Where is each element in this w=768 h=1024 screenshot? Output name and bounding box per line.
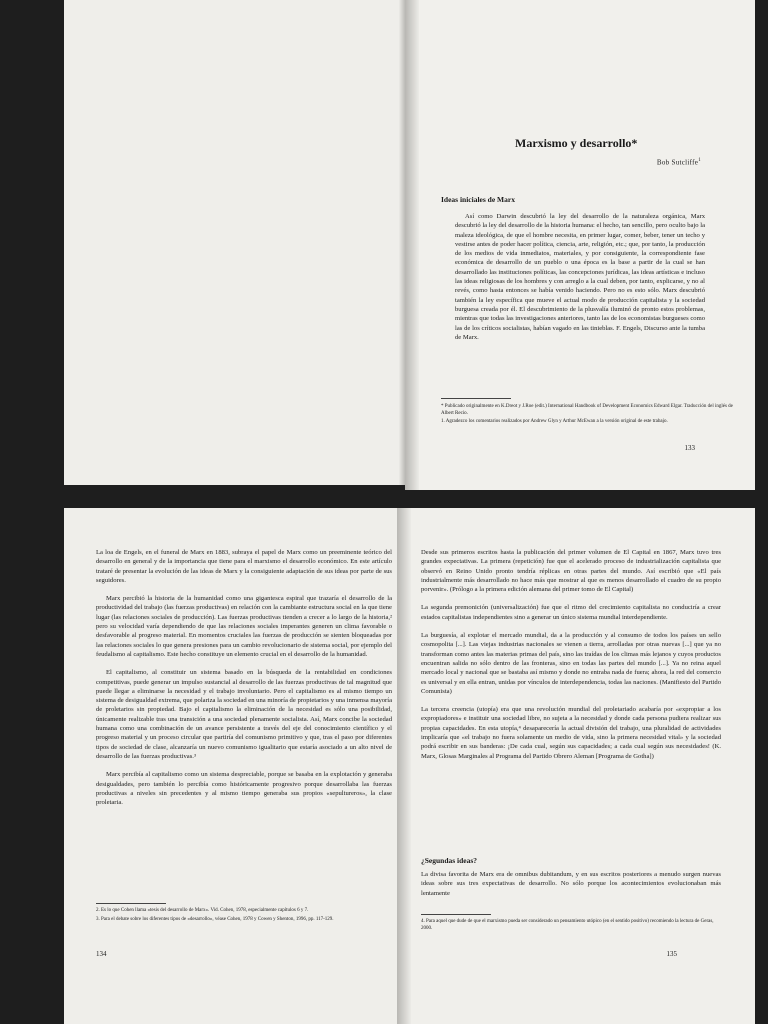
paragraph: La tercera creencia (utopía) era que una revolución mundial del proletariado acabaría por «expropiar a los expropiadores» e instituir una sociedad libre, no sujeta a la necesidad y donde cada persona pudiera realizar sus propias capacidades. En esta utopía,⁴ desaparecería la actual división del trabajo, una pluralidad de actividades implicaría que «el trabajo no fuera solamente un medio de vida, sino la primera necesidad vital» y la sociedad podrá escribir en sus banderas: ¡De cada cual, según sus capacidades; a cada cual según sus necesidades! (K. Marx, Glosas Marginales al Programa del Partido Obrero Aleman [Programa de Gotha]) (421, 706, 721, 760)
blank-page-top-left (64, 0, 409, 485)
body-text-135 (421, 548, 721, 770)
author-name: Bob Sutcliffe (656, 158, 699, 167)
paragraph: Marx percibió la historia de la humanidad como una gigantesca espiral que trazaría el desarrollo de la productividad del trabajo (las fuerzas productivas) en relación con la cambiante estructura social en la que tiene lugar (las relaciones sociales de producción). Las fuerzas productivas tienden a crecer a lo largo de la historia,² pero su velocidad varía dependiendo de que las relaciones sociales imperantes generen un clima favorable o desfavorable al progreso material. En momentos cruciales las fuerzas de producción se sienten bloqueadas por las relaciones sociales lo que genera presiones para un cambio revolucionario de sistema social, por ejemplo del feudalismo al capitalismo. Este hecho constituye un elemento crucial en el desarrollo de la humanidad. (96, 595, 392, 658)
closing-text-135 (421, 870, 721, 907)
paragraph: La segunda premonición (universalización) fue que el ritmo del crecimiento capitalista no conduciría a crear estados capitalistas independientes sino a generar un único sistema mundial interdependiente. (421, 604, 721, 621)
footnote: 3. Para el debate sobre los diferentes tipos de «desarrollo», véase Cohen, 1978 y Cowen y Shenton, 1996, pp. 117-129. (96, 916, 334, 922)
author-note-marker: 1 (698, 158, 701, 163)
footnote-rule (96, 903, 166, 904)
article-author (657, 158, 701, 166)
page-fold-shadow (397, 508, 411, 1024)
page-number: 135 (666, 950, 677, 958)
paragraph: La loa de Engels, en el funeral de Marx en 1883, subraya el papel de Marx como un preeminente teórico del desarrollo en general y de la importancia que tiene para el marxismo el desarrollo económico. En este artículo trataré de presentar la evolución de las ideas de Marx y la consiguiente adaptación de sus ideas por parte de sus seguidores. (96, 549, 392, 584)
footnote: * Publicado originalmente en K.Dreot y J.Roe (edit.) International Handbook of Development Economics Edward Elgar. Traducción del inglés de Albert Recio. (441, 404, 733, 416)
section-heading-segundas-ideas: ¿Segundas ideas? (421, 856, 478, 865)
footnote: 2. Es lo que Cohen llama «tesis del desarrollo de Marx». Vid. Cohen, 1978, especialmente capítulos 6 y 7. (96, 908, 309, 913)
quote-paragraph: Así como Darwin descubrió la ley del desarrollo de la naturaleza orgánica, Marx descubrió la ley del desarrollo de la historia humana: el hecho, tan sencillo, pero oculto bajo la maleza ideológica, de que el hombre necesita, en primer lugar, comer, beber, tener un techo y vestirse antes de poder hacer política, ciencia, arte, religión, etc.; que, por tanto, la producción de los medios de vida inmediatos, materiales, y por consiguiente, la correspondiente fase económica de desarrollo de un pueblo o una época es la base a partir de la cual se han desarrollado las instituciones políticas, las concepciones jurídicas, las ideas artísticas e incluso las ideas religiosas de los hombres y con arreglo a la cual deben, por tanto, explicarse, y no al revés, como hasta entonces se había venido haciendo. Pero no es esto sólo. Marx descubrió también la ley específica que mueve el actual modo de producción capitalista y la sociedad burguesa creada por él. El descubrimiento de la plusvalía iluminó de pronto estos problemas, mientras que todas las investigaciones anteriores, tanto las de los economistas burgueses como las de los críticos socialistas, habían vagado en las tinieblas. F. Engels, Discurso ante la tumba de Marx. (455, 213, 705, 341)
page-135 (397, 508, 755, 1024)
footnote: 1. Agradezco los comentarios realizados por Andrew Glyn y Arthur McEwan a la versión original de este trabajo. (441, 419, 668, 425)
paragraph: La burguesía, al explotar el mercado mundial, da a la producción y al consumo de todos los países un sello cosmopolita [...]. Las viejas industrias nacionales se vienen a tierra, arrolladas por otras nuevas [...] que ya no transforman como antes las materias primas del país, sino las traídas de los climas más lejanos y cuyos productos encuentran salida no sólo dentro de las fronteras, sino en todas las partes del mundo [...]. Ya no reina aquel mercado local y nacional que se bastaba así mismo y donde no entraba nada de fuera; ahora, la red del comercio es universal y en ella entran, unidas por vínculos de interdependencia, todas las naciones. (Manifiesto del Partido Comunista) (421, 632, 721, 695)
article-title: Marxismo y desarrollo* (515, 136, 638, 150)
engels-quote (455, 212, 705, 342)
page-fold-shadow (405, 0, 419, 490)
paragraph: Desde sus primeros escritos hasta la publicación del primer volumen de El Capital en 1867, Marx tuvo tres grandes expectativas. La primera (repetición) fue que el acelerado proceso de industrialización capitalista que observó en Reino Unido pronto tendría réplicas en otras partes del mundo. Así escribió que «El país industrialmente más desarrollado no hace más que mostrar al que es menos desarrollado el cuadro de su propio porvenir». (Prólogo a la primera edición alemana del primer tomo de El Capital) (421, 549, 721, 594)
page-number: 133 (684, 444, 695, 452)
paragraph: La divisa favorita de Marx era de omnibus dubitandum, y en sus escritos posteriores a menudo surgen nuevas ideas sobre sus tres expectativas de desarrollo. No sólo porque los acontecimientos evolucionaban más lentamente (421, 871, 721, 897)
footnotes-133 (441, 404, 741, 428)
page-number: 134 (96, 950, 107, 958)
footnote-rule (441, 398, 511, 399)
paragraph: Marx percibía al capitalismo como un sistema despreciable, porque se basaba en la explotación y generaba desigualdades, pero también lo percibía como históricamente progresivo porque desarrollaba las fuerzas productivas a niveles sin precedentes y al mismo tiempo generaba sus propios «sepultureros», la clase proletaria. (96, 771, 392, 807)
footnote: 4. Para aquel que dude de que el marxismo pueda ser considerado un pensamiento utópico (en el sentido positivo) recomiendo la lectura de Geras, 2000. (421, 919, 714, 931)
page-133 (405, 0, 755, 490)
footnotes-134 (96, 908, 392, 925)
page-134 (64, 508, 409, 1024)
paragraph: El capitalismo, al constituir un sistema basado en la búsqueda de la rentabilidad en condiciones competitivas, puede generar un impulso sustancial al desarrollo de las fuerzas productivas de tal magnitud que puede llegar a eliminarse la necesidad y el trabajo involuntario. Pero el capitalismo es al mismo tiempo un sistema de desigualdad extrema, que polariza la sociedad en una minoría de propietarios y una inmensa mayoría de proletarios sin propiedad. Bajo el capitalismo la eliminación de la necesidad es sólo una posibilidad, únicamente realizable tras una transición a una sociedad plenamente socialista. Así, Marx concibe la sociedad humana como una combinación de un avance persistente a través del eje del conocimiento científico y el progreso material y un proceso circular que partiría del comunismo primitivo y que, tras el paso por diferentes tipos de sociedad de clase, alcanzaría un nuevo comunismo igualitario que estaría asociado a un alto nivel de desarrollo de las fuerzas productivas.³ (96, 669, 392, 760)
footnote-rule (421, 914, 491, 915)
footnotes-135 (421, 919, 721, 934)
section-heading-ideas-iniciales: Ideas iniciales de Marx (441, 195, 515, 204)
body-text-134 (96, 548, 392, 816)
